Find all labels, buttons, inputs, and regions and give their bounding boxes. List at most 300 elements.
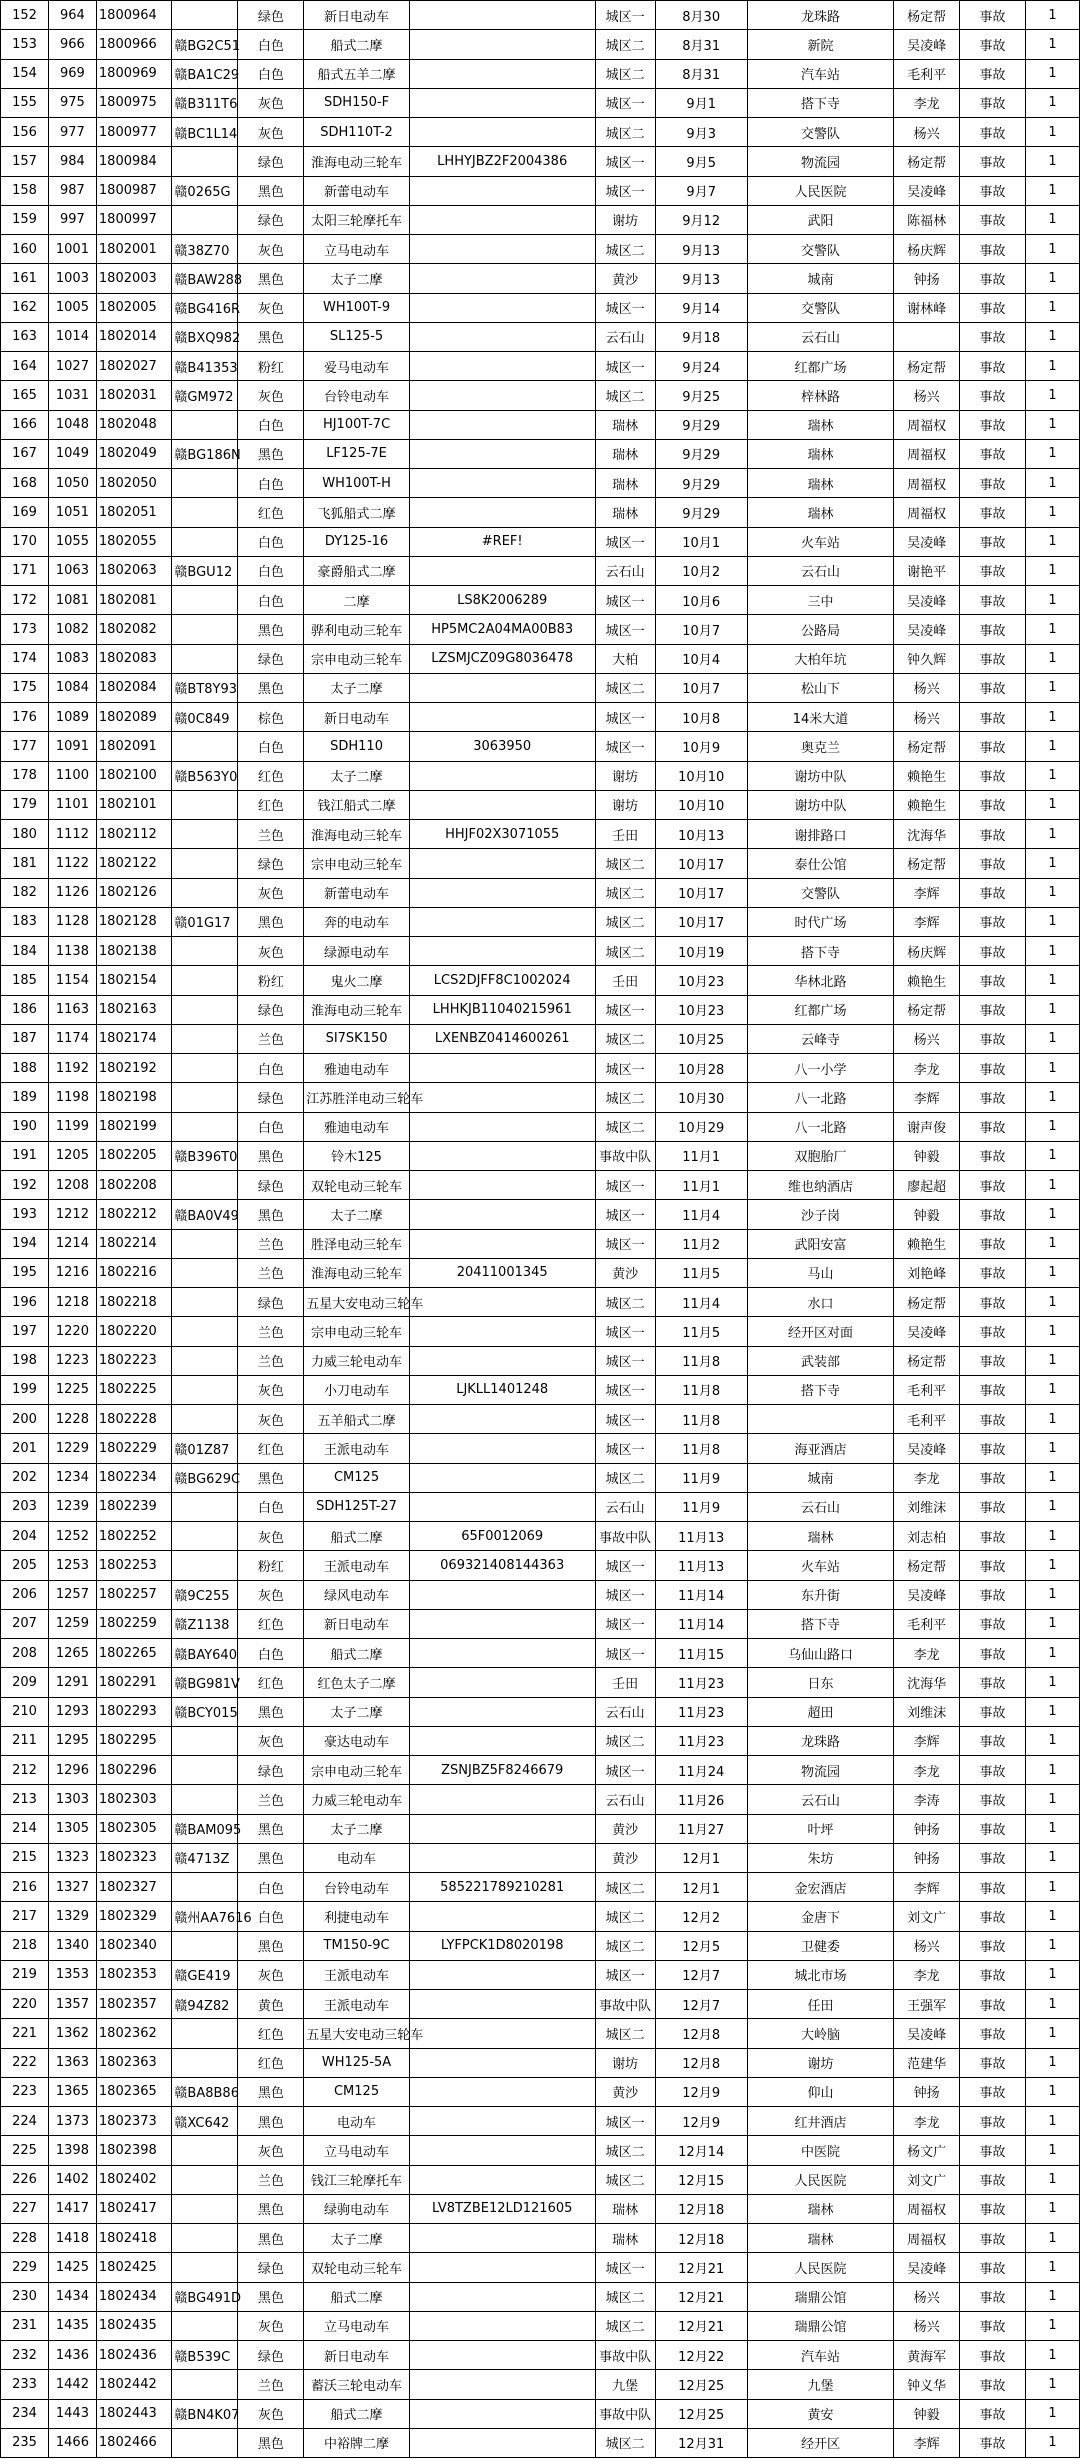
type-cell: 事故 xyxy=(960,1463,1026,1492)
unit-cell: 黄沙 xyxy=(595,1258,655,1287)
code-cell: 1802174 xyxy=(96,1024,172,1053)
color-cell: 黑色 xyxy=(238,322,304,351)
record-no-cell: 1055 xyxy=(48,527,96,556)
officer-cell: 周福权 xyxy=(894,410,960,439)
date-cell: 10月8 xyxy=(655,703,747,732)
color-cell: 灰色 xyxy=(238,1960,304,1989)
location-cell: 华林北路 xyxy=(747,966,893,995)
plate-cell: 赣GM972 xyxy=(172,381,238,410)
record-no-cell: 1425 xyxy=(48,2253,96,2282)
type-cell: 事故 xyxy=(960,1990,1026,2019)
vin-cell xyxy=(409,2077,595,2106)
date-cell: 11月1 xyxy=(655,1171,747,1200)
date-cell: 12月7 xyxy=(655,1990,747,2019)
model-cell: 王派电动车 xyxy=(304,1434,410,1463)
officer-cell: 杨定帮 xyxy=(894,1551,960,1580)
plate-cell xyxy=(172,527,238,556)
officer-cell: 杨定帮 xyxy=(894,352,960,381)
color-cell: 黑色 xyxy=(238,1200,304,1229)
color-cell: 黑色 xyxy=(238,1814,304,1843)
code-cell: 1802218 xyxy=(96,1288,172,1317)
model-cell: SDH150-F xyxy=(304,88,410,117)
table-row xyxy=(1,761,1080,790)
count-cell: 1 xyxy=(1025,2107,1079,2136)
record-no-cell: 1014 xyxy=(48,322,96,351)
model-cell: 宗申电动三轮车 xyxy=(304,1756,410,1785)
code-cell: 1802340 xyxy=(96,1931,172,1960)
table-row xyxy=(1,1726,1080,1755)
model-cell: 二摩 xyxy=(304,586,410,615)
location-cell: 沙子岗 xyxy=(747,1200,893,1229)
model-cell: 太子二摩 xyxy=(304,673,410,702)
seq-cell: 187 xyxy=(1,1024,49,1053)
type-cell: 事故 xyxy=(960,1083,1026,1112)
table-row xyxy=(1,1405,1080,1434)
date-cell: 11月24 xyxy=(655,1756,747,1785)
code-cell: 1802163 xyxy=(96,995,172,1024)
date-cell: 8月31 xyxy=(655,59,747,88)
type-cell: 事故 xyxy=(960,2370,1026,2399)
record-no-cell: 1199 xyxy=(48,1112,96,1141)
date-cell: 10月23 xyxy=(655,966,747,995)
seq-cell: 161 xyxy=(1,264,49,293)
date-cell: 10月1 xyxy=(655,527,747,556)
officer-cell: 范建华 xyxy=(894,2048,960,2077)
officer-cell: 吴凌峰 xyxy=(894,1580,960,1609)
date-cell: 12月21 xyxy=(655,2311,747,2340)
date-cell: 10月7 xyxy=(655,615,747,644)
plate-cell xyxy=(172,1258,238,1287)
seq-cell: 195 xyxy=(1,1258,49,1287)
record-no-cell: 1239 xyxy=(48,1492,96,1521)
color-cell: 灰色 xyxy=(238,118,304,147)
code-cell: 1802239 xyxy=(96,1492,172,1521)
code-cell: 1802208 xyxy=(96,1171,172,1200)
model-cell: 太子二摩 xyxy=(304,264,410,293)
type-cell: 事故 xyxy=(960,1405,1026,1434)
officer-cell: 李辉 xyxy=(894,878,960,907)
table-row xyxy=(1,1580,1080,1609)
unit-cell: 事故中队 xyxy=(595,1141,655,1170)
date-cell: 10月4 xyxy=(655,644,747,673)
date-cell: 9月3 xyxy=(655,118,747,147)
seq-cell: 171 xyxy=(1,556,49,585)
count-cell: 1 xyxy=(1025,1346,1079,1375)
unit-cell: 谢坊 xyxy=(595,790,655,819)
plate-cell xyxy=(172,1288,238,1317)
color-cell: 兰色 xyxy=(238,2165,304,2194)
vin-cell: LHHYJBZ2F2004386 xyxy=(409,147,595,176)
count-cell: 1 xyxy=(1025,2370,1079,2399)
location-cell: 乌仙山路口 xyxy=(747,1639,893,1668)
plate-cell: 赣01G17 xyxy=(172,907,238,936)
count-cell: 1 xyxy=(1025,30,1079,59)
record-no-cell: 1192 xyxy=(48,1054,96,1083)
unit-cell: 城区一 xyxy=(595,1551,655,1580)
color-cell: 绿色 xyxy=(238,2253,304,2282)
unit-cell: 城区二 xyxy=(595,30,655,59)
table-row xyxy=(1,2370,1080,2399)
model-cell: 鬼火二摩 xyxy=(304,966,410,995)
unit-cell: 黄沙 xyxy=(595,264,655,293)
plate-cell: 赣BGU12 xyxy=(172,556,238,585)
record-no-cell: 1128 xyxy=(48,907,96,936)
type-cell: 事故 xyxy=(960,2311,1026,2340)
seq-cell: 179 xyxy=(1,790,49,819)
record-no-cell: 1373 xyxy=(48,2107,96,2136)
table-row xyxy=(1,1697,1080,1726)
model-cell: 船式二摩 xyxy=(304,2282,410,2311)
color-cell: 灰色 xyxy=(238,1522,304,1551)
code-cell: 1802435 xyxy=(96,2311,172,2340)
seq-cell: 202 xyxy=(1,1463,49,1492)
seq-cell: 222 xyxy=(1,2048,49,2077)
table-row xyxy=(1,1843,1080,1872)
type-cell: 事故 xyxy=(960,293,1026,322)
unit-cell: 黄沙 xyxy=(595,1843,655,1872)
count-cell: 1 xyxy=(1025,2048,1079,2077)
unit-cell: 城区二 xyxy=(595,1902,655,1931)
table-row xyxy=(1,995,1080,1024)
date-cell: 10月7 xyxy=(655,673,747,702)
officer-cell: 李龙 xyxy=(894,1639,960,1668)
unit-cell: 城区二 xyxy=(595,2019,655,2048)
vin-cell xyxy=(409,1288,595,1317)
vin-cell xyxy=(409,1492,595,1521)
color-cell: 红色 xyxy=(238,1434,304,1463)
type-cell: 事故 xyxy=(960,1024,1026,1053)
seq-cell: 186 xyxy=(1,995,49,1024)
table-row xyxy=(1,2194,1080,2223)
vin-cell: 069321408144363 xyxy=(409,1551,595,1580)
count-cell: 1 xyxy=(1025,995,1079,1024)
officer-cell: 钟义华 xyxy=(894,2370,960,2399)
code-cell: 1802100 xyxy=(96,761,172,790)
unit-cell: 事故中队 xyxy=(595,1522,655,1551)
date-cell: 11月14 xyxy=(655,1609,747,1638)
table-row xyxy=(1,527,1080,556)
model-cell: 新蕾电动车 xyxy=(304,176,410,205)
date-cell: 9月14 xyxy=(655,293,747,322)
count-cell: 1 xyxy=(1025,59,1079,88)
type-cell: 事故 xyxy=(960,1697,1026,1726)
seq-cell: 167 xyxy=(1,439,49,468)
code-cell: 1802253 xyxy=(96,1551,172,1580)
table-row xyxy=(1,1639,1080,1668)
location-cell: 龙珠路 xyxy=(747,1726,893,1755)
unit-cell: 城区一 xyxy=(595,1405,655,1434)
officer-cell: 周福权 xyxy=(894,498,960,527)
unit-cell: 壬田 xyxy=(595,966,655,995)
record-no-cell: 1223 xyxy=(48,1346,96,1375)
code-cell: 1802101 xyxy=(96,790,172,819)
officer-cell: 吴凌峰 xyxy=(894,176,960,205)
type-cell: 事故 xyxy=(960,937,1026,966)
count-cell: 1 xyxy=(1025,1639,1079,1668)
color-cell: 棕色 xyxy=(238,703,304,732)
table-row xyxy=(1,820,1080,849)
location-cell: 梓林路 xyxy=(747,381,893,410)
type-cell: 事故 xyxy=(960,1,1026,30)
count-cell: 1 xyxy=(1025,849,1079,878)
model-cell: 台铃电动车 xyxy=(304,1873,410,1902)
plate-cell xyxy=(172,820,238,849)
date-cell: 12月8 xyxy=(655,2048,747,2077)
model-cell: 电动车 xyxy=(304,1843,410,1872)
record-no-cell: 1205 xyxy=(48,1141,96,1170)
type-cell: 事故 xyxy=(960,498,1026,527)
unit-cell: 瑞林 xyxy=(595,498,655,527)
date-cell: 12月31 xyxy=(655,2428,747,2457)
model-cell: 太子二摩 xyxy=(304,761,410,790)
table-row xyxy=(1,1083,1080,1112)
count-cell: 1 xyxy=(1025,293,1079,322)
type-cell: 事故 xyxy=(960,1843,1026,1872)
location-cell: 金宏酒店 xyxy=(747,1873,893,1902)
date-cell: 11月13 xyxy=(655,1551,747,1580)
officer-cell: 吴凌峰 xyxy=(894,615,960,644)
code-cell: 1802418 xyxy=(96,2224,172,2253)
seq-cell: 219 xyxy=(1,1960,49,1989)
location-cell: 云石山 xyxy=(747,1492,893,1521)
date-cell: 9月29 xyxy=(655,439,747,468)
type-cell: 事故 xyxy=(960,1258,1026,1287)
date-cell: 12月2 xyxy=(655,1902,747,1931)
seq-cell: 214 xyxy=(1,1814,49,1843)
code-cell: 1802089 xyxy=(96,703,172,732)
code-cell: 1802291 xyxy=(96,1668,172,1697)
location-cell: 泰仕公馆 xyxy=(747,849,893,878)
record-no-cell: 987 xyxy=(48,176,96,205)
color-cell: 黑色 xyxy=(238,264,304,293)
type-cell: 事故 xyxy=(960,1609,1026,1638)
vin-cell xyxy=(409,59,595,88)
record-no-cell: 1259 xyxy=(48,1609,96,1638)
vin-cell xyxy=(409,673,595,702)
vin-cell xyxy=(409,235,595,264)
seq-cell: 191 xyxy=(1,1141,49,1170)
location-cell: 瑞林 xyxy=(747,1522,893,1551)
vin-cell xyxy=(409,176,595,205)
count-cell: 1 xyxy=(1025,1580,1079,1609)
table-row xyxy=(1,2399,1080,2428)
plate-cell: 赣BAM095 xyxy=(172,1814,238,1843)
code-cell: 1802305 xyxy=(96,1814,172,1843)
location-cell xyxy=(747,1405,893,1434)
date-cell: 9月29 xyxy=(655,469,747,498)
date-cell: 10月2 xyxy=(655,556,747,585)
code-cell: 1800969 xyxy=(96,59,172,88)
unit-cell: 城区二 xyxy=(595,1873,655,1902)
unit-cell: 城区一 xyxy=(595,586,655,615)
code-cell: 1802229 xyxy=(96,1434,172,1463)
location-cell: 武阳 xyxy=(747,205,893,234)
record-no-cell: 1198 xyxy=(48,1083,96,1112)
location-cell: 瑞鼎公馆 xyxy=(747,2282,893,2311)
record-no-cell: 1329 xyxy=(48,1902,96,1931)
code-cell: 1802252 xyxy=(96,1522,172,1551)
vin-cell xyxy=(409,703,595,732)
code-cell: 1802259 xyxy=(96,1609,172,1638)
color-cell: 红色 xyxy=(238,1609,304,1638)
vin-cell xyxy=(409,2341,595,2370)
color-cell: 绿色 xyxy=(238,1756,304,1785)
plate-cell xyxy=(172,937,238,966)
date-cell: 10月17 xyxy=(655,849,747,878)
vin-cell xyxy=(409,2399,595,2428)
plate-cell: 赣0C849 xyxy=(172,703,238,732)
code-cell: 1802323 xyxy=(96,1843,172,1872)
count-cell: 1 xyxy=(1025,264,1079,293)
plate-cell xyxy=(172,1229,238,1258)
plate-cell xyxy=(172,498,238,527)
date-cell: 8月31 xyxy=(655,30,747,59)
location-cell: 八一北路 xyxy=(747,1112,893,1141)
model-cell: 新日电动车 xyxy=(304,1609,410,1638)
plate-cell: 赣BG416R xyxy=(172,293,238,322)
unit-cell: 瑞林 xyxy=(595,410,655,439)
vin-cell xyxy=(409,1960,595,1989)
table-row xyxy=(1,2224,1080,2253)
plate-cell xyxy=(172,1024,238,1053)
color-cell: 绿色 xyxy=(238,147,304,176)
model-cell: 雅迪电动车 xyxy=(304,1112,410,1141)
table-row xyxy=(1,59,1080,88)
type-cell: 事故 xyxy=(960,1200,1026,1229)
color-cell: 白色 xyxy=(238,527,304,556)
officer-cell: 吴凌峰 xyxy=(894,527,960,556)
date-cell: 12月22 xyxy=(655,2341,747,2370)
seq-cell: 225 xyxy=(1,2136,49,2165)
seq-cell: 152 xyxy=(1,1,49,30)
location-cell: 八一小学 xyxy=(747,1054,893,1083)
record-no-cell: 1050 xyxy=(48,469,96,498)
table-row xyxy=(1,1463,1080,1492)
date-cell: 12月21 xyxy=(655,2253,747,2282)
location-cell: 日东 xyxy=(747,1668,893,1697)
color-cell: 红色 xyxy=(238,1668,304,1697)
model-cell: 船式二摩 xyxy=(304,1639,410,1668)
type-cell: 事故 xyxy=(960,2136,1026,2165)
color-cell: 粉红 xyxy=(238,966,304,995)
type-cell: 事故 xyxy=(960,352,1026,381)
model-cell: 淮海电动三轮车 xyxy=(304,147,410,176)
officer-cell: 钟毅 xyxy=(894,1141,960,1170)
color-cell: 红色 xyxy=(238,2048,304,2077)
officer-cell: 陈福林 xyxy=(894,205,960,234)
location-cell: 时代广场 xyxy=(747,907,893,936)
seq-cell: 153 xyxy=(1,30,49,59)
officer-cell: 钟扬 xyxy=(894,264,960,293)
code-cell: 1800984 xyxy=(96,147,172,176)
model-cell: 江苏胜洋电动三轮车 xyxy=(304,1083,410,1112)
seq-cell: 181 xyxy=(1,849,49,878)
vin-cell: LS8K2006289 xyxy=(409,586,595,615)
unit-cell: 城区一 xyxy=(595,1609,655,1638)
record-no-cell: 1466 xyxy=(48,2428,96,2457)
color-cell: 黑色 xyxy=(238,176,304,205)
count-cell: 1 xyxy=(1025,1229,1079,1258)
date-cell: 11月1 xyxy=(655,1141,747,1170)
unit-cell: 云石山 xyxy=(595,1492,655,1521)
table-row xyxy=(1,2048,1080,2077)
table-row xyxy=(1,644,1080,673)
location-cell: 人民医院 xyxy=(747,2165,893,2194)
table-row xyxy=(1,88,1080,117)
code-cell: 1802014 xyxy=(96,322,172,351)
table-row xyxy=(1,586,1080,615)
count-cell: 1 xyxy=(1025,878,1079,907)
code-cell: 1802363 xyxy=(96,2048,172,2077)
count-cell: 1 xyxy=(1025,2428,1079,2457)
date-cell: 9月7 xyxy=(655,176,747,205)
vin-cell xyxy=(409,30,595,59)
seq-cell: 178 xyxy=(1,761,49,790)
seq-cell: 196 xyxy=(1,1288,49,1317)
table-row xyxy=(1,1200,1080,1229)
location-cell: 瑞林 xyxy=(747,439,893,468)
seq-cell: 164 xyxy=(1,352,49,381)
table-row xyxy=(1,1756,1080,1785)
color-cell: 黑色 xyxy=(238,2107,304,2136)
record-no-cell: 1122 xyxy=(48,849,96,878)
officer-cell: 黄海军 xyxy=(894,2341,960,2370)
vin-cell xyxy=(409,381,595,410)
count-cell: 1 xyxy=(1025,352,1079,381)
table-row xyxy=(1,410,1080,439)
location-cell: 人民医院 xyxy=(747,2253,893,2282)
plate-cell xyxy=(172,1171,238,1200)
vin-cell xyxy=(409,1,595,30)
date-cell: 10月25 xyxy=(655,1024,747,1053)
color-cell: 红色 xyxy=(238,761,304,790)
code-cell: 1802192 xyxy=(96,1054,172,1083)
date-cell: 12月7 xyxy=(655,1960,747,1989)
type-cell: 事故 xyxy=(960,381,1026,410)
officer-cell: 吴凌峰 xyxy=(894,30,960,59)
color-cell: 灰色 xyxy=(238,2311,304,2340)
code-cell: 1802223 xyxy=(96,1346,172,1375)
count-cell: 1 xyxy=(1025,1551,1079,1580)
date-cell: 10月30 xyxy=(655,1083,747,1112)
date-cell: 11月8 xyxy=(655,1434,747,1463)
color-cell: 白色 xyxy=(238,30,304,59)
code-cell: 1802128 xyxy=(96,907,172,936)
count-cell: 1 xyxy=(1025,2341,1079,2370)
table-row xyxy=(1,352,1080,381)
model-cell: SDH110 xyxy=(304,732,410,761)
unit-cell: 事故中队 xyxy=(595,1990,655,2019)
plate-cell xyxy=(172,410,238,439)
vin-cell xyxy=(409,1346,595,1375)
unit-cell: 城区一 xyxy=(595,995,655,1024)
table-row xyxy=(1,118,1080,147)
date-cell: 11月2 xyxy=(655,1229,747,1258)
plate-cell: 赣01Z87 xyxy=(172,1434,238,1463)
officer-cell: 杨庆辉 xyxy=(894,235,960,264)
model-cell: 王派电动车 xyxy=(304,1960,410,1989)
unit-cell: 城区二 xyxy=(595,2136,655,2165)
officer-cell: 杨定帮 xyxy=(894,147,960,176)
record-no-cell: 1083 xyxy=(48,644,96,673)
code-cell: 1802327 xyxy=(96,1873,172,1902)
count-cell: 1 xyxy=(1025,673,1079,702)
officer-cell: 刘艳峰 xyxy=(894,1258,960,1287)
code-cell: 1802365 xyxy=(96,2077,172,2106)
officer-cell: 吴凌峰 xyxy=(894,1434,960,1463)
color-cell: 红色 xyxy=(238,498,304,527)
seq-cell: 173 xyxy=(1,615,49,644)
